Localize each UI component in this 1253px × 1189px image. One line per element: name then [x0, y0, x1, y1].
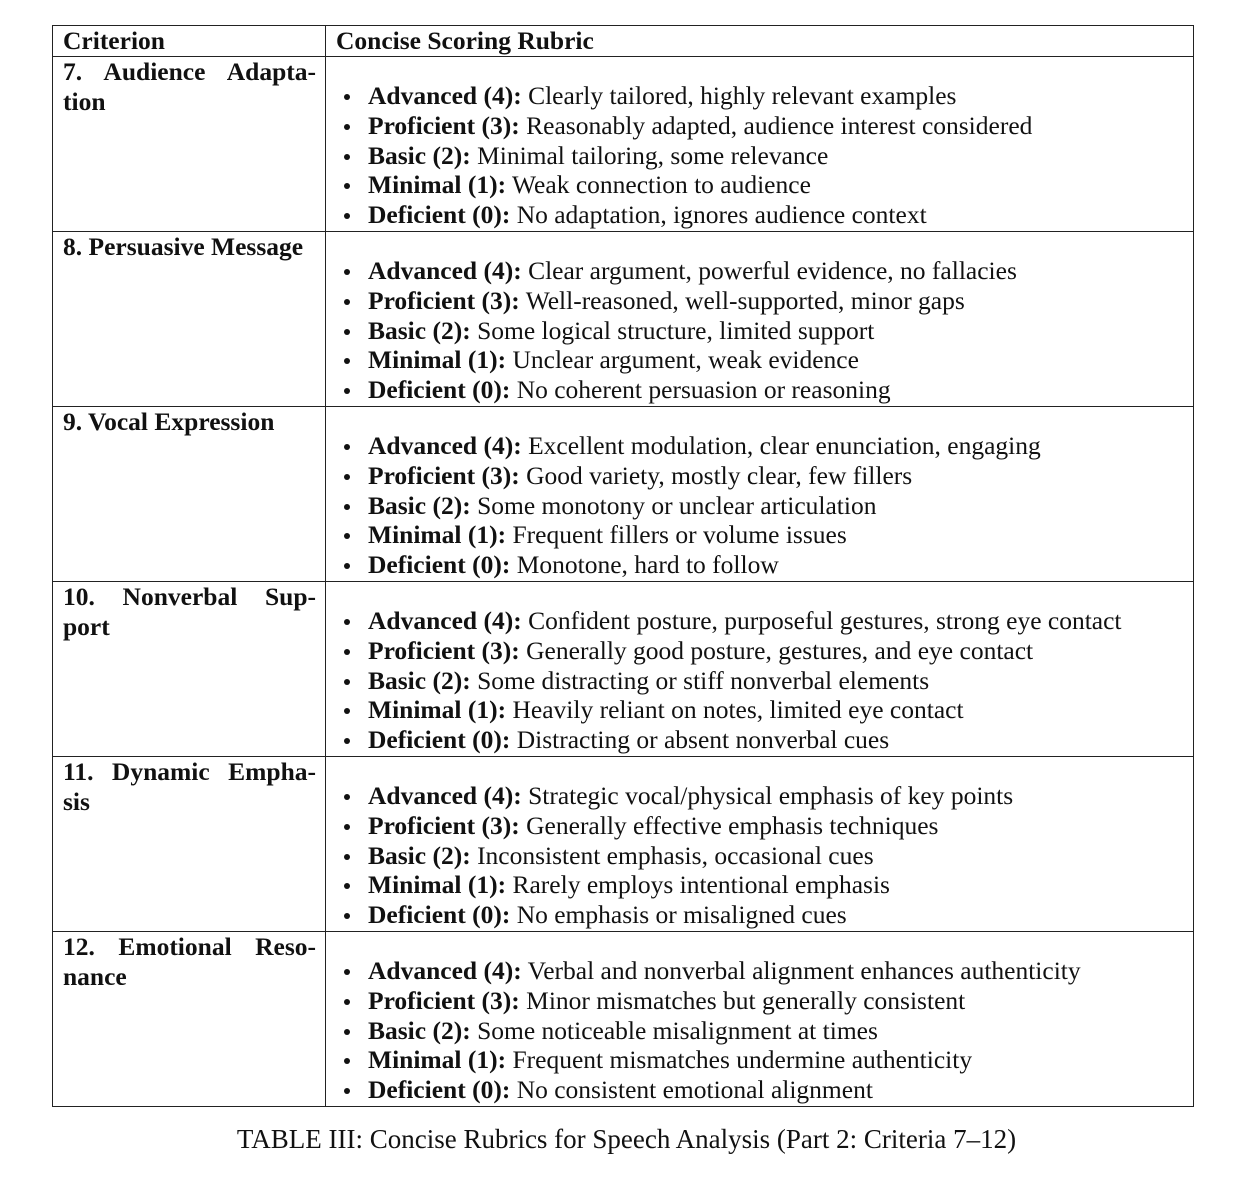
level-description: Clearly tailored, highly relevant examples [528, 81, 957, 110]
rubric-item [368, 375, 1193, 405]
level-description: Confident posture, purposeful gestures, strong eye contact [528, 606, 1122, 635]
rubric-cell [326, 757, 1194, 932]
rubric-cell [326, 407, 1194, 582]
level-description: Generally good posture, gestures, and eye contact [526, 635, 1034, 665]
level-label: Basic (2): [368, 315, 471, 345]
level-description: No adaptation, ignores audience context [516, 200, 927, 230]
rubric-item [368, 491, 1193, 521]
rubric-item [368, 111, 1193, 141]
level-description: Unclear argument, weak evidence [512, 345, 859, 375]
criterion-cell [53, 57, 326, 232]
rubric-cell [326, 57, 1194, 232]
rubric-item [368, 200, 1193, 230]
level-label: Advanced (4): [368, 431, 522, 460]
level-description: Strategic vocal/physical emphasis of key points [528, 781, 1014, 810]
rubric-item [368, 725, 1193, 755]
level-label: Basic (2): [368, 665, 471, 695]
level-description: Reasonably adapted, audience interest considered [526, 110, 1033, 140]
level-label: Advanced (4): [368, 781, 522, 810]
level-label: Deficient (0): [368, 200, 511, 230]
rubric-item [368, 256, 1193, 286]
level-description: Some noticeable misalignment at times [477, 1015, 878, 1045]
level-description: Heavily reliant on notes, limited eye contact [512, 695, 964, 725]
level-description: Frequent fillers or volume issues [512, 520, 847, 550]
level-description: Minor mismatches but generally consistent [526, 985, 966, 1015]
rubric-list [326, 256, 1193, 405]
level-label: Deficient (0): [368, 900, 511, 930]
level-description: No coherent persuasion or reasoning [516, 375, 891, 405]
table-row [53, 57, 1194, 232]
criterion-cell [53, 407, 326, 582]
rubric-item [368, 695, 1193, 725]
rubric-item [368, 606, 1193, 636]
level-description: Excellent modulation, clear enunciation, engaging [528, 431, 1041, 460]
criterion-cell [53, 932, 326, 1107]
rubric-list [326, 606, 1193, 755]
level-label: Minimal (1): [368, 345, 507, 375]
table-row [53, 407, 1194, 582]
rubric-cell [326, 232, 1194, 407]
criterion-line: sis [63, 787, 90, 816]
rubric-cell [326, 932, 1194, 1107]
rubric-cell [326, 582, 1194, 757]
table-caption: TABLE III: Concise Rubrics for Speech Analysis (Part 2: Criteria 7–12) [236, 1124, 1017, 1154]
level-label: Advanced (4): [368, 256, 522, 285]
rubric-item [368, 286, 1193, 316]
rubric-item [368, 81, 1193, 111]
rubric-item [368, 431, 1193, 461]
rubric-item [368, 345, 1193, 375]
level-label: Basic (2): [368, 840, 471, 870]
level-label: Deficient (0): [368, 1075, 511, 1105]
level-label: Minimal (1): [368, 170, 507, 200]
criterion-line: 12. Emotional Reso- [63, 932, 316, 961]
criterion-line: 8. Persuasive Message [63, 232, 304, 261]
level-description: Well-reasoned, well-supported, minor gaps [525, 285, 965, 315]
rubric-item [368, 170, 1193, 200]
level-description: Rarely employs intentional emphasis [512, 870, 890, 900]
rubric-list [326, 81, 1193, 230]
level-label: Basic (2): [368, 140, 471, 170]
rubric-item [368, 1075, 1193, 1105]
level-label: Deficient (0): [368, 375, 511, 405]
level-label: Proficient (3): [368, 110, 520, 140]
header-rubric: Concise Scoring Rubric [326, 26, 1194, 57]
criterion-line: 11. Dynamic Empha- [63, 757, 316, 786]
level-label: Minimal (1): [368, 870, 507, 900]
level-description: Some monotony or unclear articulation [477, 490, 877, 520]
table-row [53, 757, 1194, 932]
rubric-item [368, 986, 1193, 1016]
criterion-line: nance [63, 962, 127, 991]
level-description: Frequent mismatches undermine authenticity [512, 1045, 973, 1075]
level-label: Proficient (3): [368, 460, 520, 490]
level-label: Proficient (3): [368, 285, 520, 315]
rubric-list [326, 956, 1193, 1105]
rubric-item [368, 841, 1193, 871]
rubric-item [368, 636, 1193, 666]
level-description: Some distracting or stiff nonverbal elements [477, 665, 930, 695]
level-description: Good variety, mostly clear, few fillers [526, 460, 913, 490]
level-description: Generally effective emphasis techniques [526, 810, 939, 840]
level-label: Basic (2): [368, 1015, 471, 1045]
level-label: Advanced (4): [368, 956, 522, 985]
rubric-item [368, 900, 1193, 930]
rubric-item [368, 870, 1193, 900]
level-description: Inconsistent emphasis, occasional cues [477, 840, 874, 870]
criterion-line: port [63, 612, 110, 641]
rubric-list [326, 431, 1193, 580]
level-description: Some logical structure, limited support [477, 315, 875, 345]
rubric-list [326, 781, 1193, 930]
level-description: Weak connection to audience [512, 170, 811, 200]
level-label: Proficient (3): [368, 635, 520, 665]
level-label: Deficient (0): [368, 725, 511, 755]
level-label: Deficient (0): [368, 550, 511, 580]
rubric-item [368, 520, 1193, 550]
rubric-item [368, 811, 1193, 841]
criterion-cell [53, 757, 326, 932]
rubric-item [368, 550, 1193, 580]
rubric-item [368, 1016, 1193, 1046]
table-row [53, 582, 1194, 757]
level-label: Advanced (4): [368, 606, 522, 635]
criterion-line: tion [63, 87, 106, 116]
rubric-item [368, 461, 1193, 491]
header-row [53, 26, 1194, 57]
header-criterion: Criterion [53, 26, 326, 57]
level-description: No consistent emotional alignment [516, 1075, 873, 1105]
criterion-line: 7. Audience Adapta- [63, 57, 316, 86]
rubric-item [368, 1045, 1193, 1075]
level-label: Minimal (1): [368, 520, 507, 550]
level-label: Basic (2): [368, 490, 471, 520]
table-row [53, 932, 1194, 1107]
level-description: No emphasis or misaligned cues [516, 900, 847, 930]
rubric-item [368, 141, 1193, 171]
level-description: Monotone, hard to follow [516, 550, 779, 580]
rubric-item [368, 781, 1193, 811]
level-label: Proficient (3): [368, 810, 520, 840]
criterion-cell [53, 582, 326, 757]
level-description: Verbal and nonverbal alignment enhances authenticity [527, 956, 1081, 985]
level-description: Clear argument, powerful evidence, no fallacies [528, 256, 1017, 285]
level-label: Minimal (1): [368, 695, 507, 725]
criterion-line: 9. Vocal Expression [63, 407, 275, 436]
criterion-cell [53, 232, 326, 407]
level-description: Distracting or absent nonverbal cues [516, 725, 890, 755]
table-row [53, 232, 1194, 407]
level-label: Minimal (1): [368, 1045, 507, 1075]
level-label: Advanced (4): [368, 81, 522, 110]
level-description: Minimal tailoring, some relevance [477, 140, 829, 170]
criterion-line: 10. Nonverbal Sup- [63, 582, 316, 611]
rubric-item [368, 956, 1193, 986]
rubric-item [368, 316, 1193, 346]
rubric-table [52, 25, 1194, 1107]
level-label: Proficient (3): [368, 985, 520, 1015]
rubric-item [368, 666, 1193, 696]
